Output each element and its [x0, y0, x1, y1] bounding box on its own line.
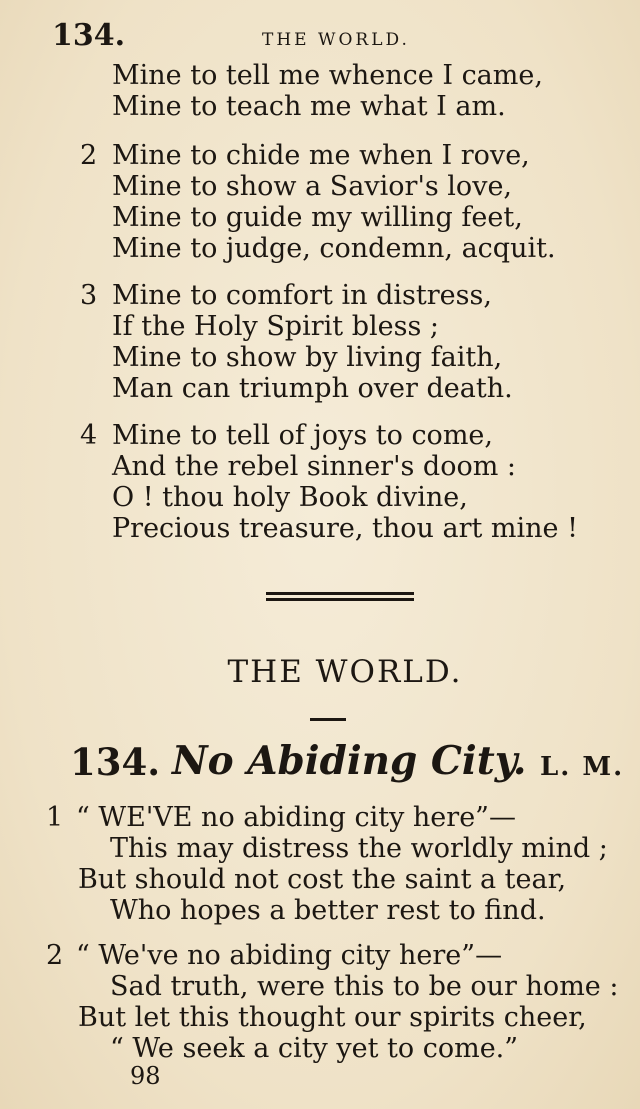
- verse-line: “ We've no abiding city here”—: [76, 940, 503, 971]
- verse-line: Who hopes a better rest to find.: [110, 895, 546, 926]
- verse-line: Precious treasure, thou art mine !: [112, 513, 578, 544]
- verse-line: Mine to teach me what I am.: [112, 91, 506, 122]
- verse-line: Mine to comfort in distress,: [112, 280, 492, 311]
- verse-line: Sad truth, were this to be our home :: [110, 971, 619, 1002]
- verse-number: 3: [80, 280, 98, 311]
- ornamental-rule: [266, 592, 414, 604]
- verse-line: But let this thought our spirits cheer,: [78, 1002, 587, 1033]
- running-page-number: 134.: [52, 18, 126, 53]
- verse-line: Mine to tell me whence I came,: [112, 60, 543, 91]
- divider: [310, 718, 346, 721]
- verse-line: Mine to chide me when I rove,: [112, 140, 530, 171]
- verse-line: But should not cost the saint a tear,: [78, 864, 567, 895]
- verse-number: 2: [80, 140, 98, 171]
- verse-line: Mine to tell of joys to come,: [112, 420, 493, 451]
- verse-line: Mine to show by living faith,: [112, 342, 503, 373]
- verse-line: This may distress the worldly mind ;: [110, 833, 608, 864]
- running-title: THE WORLD.: [262, 30, 410, 50]
- verse-line: “ WE'VE no abiding city here”—: [76, 802, 516, 833]
- hymn-meter: L. M.: [540, 752, 625, 782]
- verse-line: “ We seek a city yet to come.”: [110, 1033, 519, 1064]
- verse-line: Mine to guide my willing feet,: [112, 202, 523, 233]
- section-title: THE WORLD.: [227, 654, 463, 690]
- verse-number: 1: [46, 802, 64, 833]
- verse-line: Mine to show a Savior's love,: [112, 171, 513, 202]
- verse-number: 4: [80, 420, 98, 451]
- hymn-title: No Abiding City.: [172, 738, 527, 784]
- footer-page-number: 98: [130, 1062, 161, 1090]
- verse-line: If the Holy Spirit bless ;: [112, 311, 439, 342]
- verse-number: 2: [46, 940, 64, 971]
- verse-line: Man can triumph over death.: [112, 373, 513, 404]
- verse-line: Mine to judge, condemn, acquit.: [112, 233, 556, 264]
- hymn-number: 134.: [70, 740, 161, 784]
- verse-line: And the rebel sinner's doom :: [112, 451, 517, 482]
- verse-line: O ! thou holy Book divine,: [112, 482, 468, 513]
